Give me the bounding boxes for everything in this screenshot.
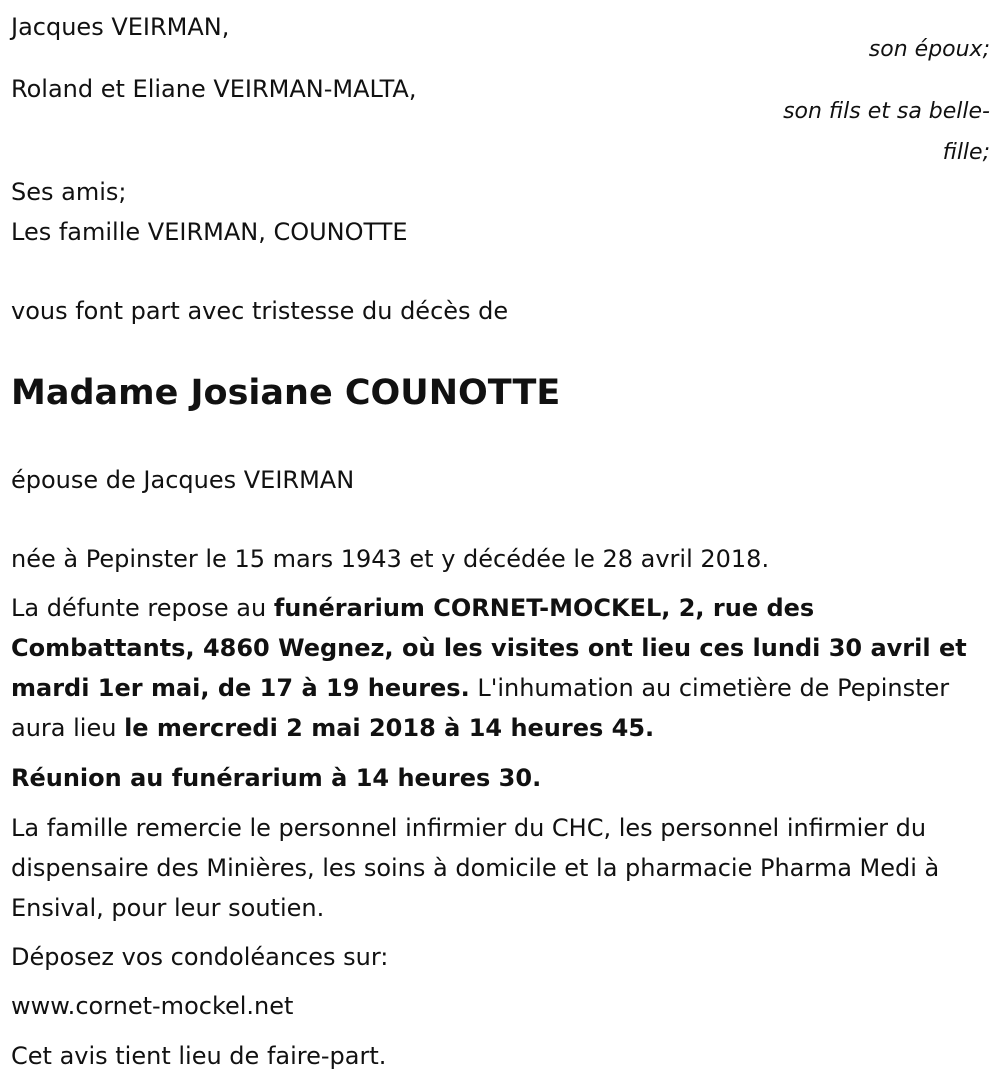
repose-prefix: La défunte repose au [11, 594, 274, 622]
son-relation-line2: fille; [942, 140, 990, 165]
condolences-label: Déposez vos condoléances sur: [11, 943, 389, 971]
families-line: Les famille VEIRMAN, COUNOTTE [11, 218, 408, 246]
son-name: Roland et Eliane VEIRMAN-MALTA, [11, 75, 417, 103]
burial-details: le mercredi 2 mai 2018 à 14 heures 45. [124, 714, 655, 742]
thanks-paragraph: La famille remercie le personnel infirmier du CHC, les personnel infirmier du dispensaire des Minières, les soins à domicile et la pharmacie Pharma Medi à Ensival, pour leur soutien. [11, 814, 940, 922]
husband-name: Jacques VEIRMAN, [11, 13, 230, 41]
husband-relation: son époux; [868, 37, 990, 62]
repose-details: funérarium CORNET-MOCKEL, 2, rue des Combattants, 4860 Wegnez, où les visites ont lieu ces lundi 30 avril et mardi 1er mai, de 17 à 19 heures. [11, 594, 967, 702]
meeting-line: Réunion au funérarium à 14 heures 30. [11, 764, 542, 792]
announcement-intro: vous font part avec tristesse du décès de [11, 297, 509, 325]
son-relation-line1: son fils et sa belle- [783, 99, 990, 124]
arrangements-paragraph [11, 588, 991, 748]
deceased-name: Madame Josiane COUNOTTE [11, 373, 561, 413]
spouse-of: épouse de Jacques VEIRMAN [11, 466, 355, 494]
friends-line: Ses amis; [11, 178, 127, 206]
website-link[interactable]: www.cornet-mockel.net [11, 992, 294, 1020]
burial-prefix: L'inhumation au cimetière de Pepinster aura lieu [11, 674, 950, 742]
birth-death: née à Pepinster le 15 mars 1943 et y décédée le 28 avril 2018. [11, 545, 770, 573]
notice-line: Cet avis tient lieu de faire-part. [11, 1042, 387, 1070]
